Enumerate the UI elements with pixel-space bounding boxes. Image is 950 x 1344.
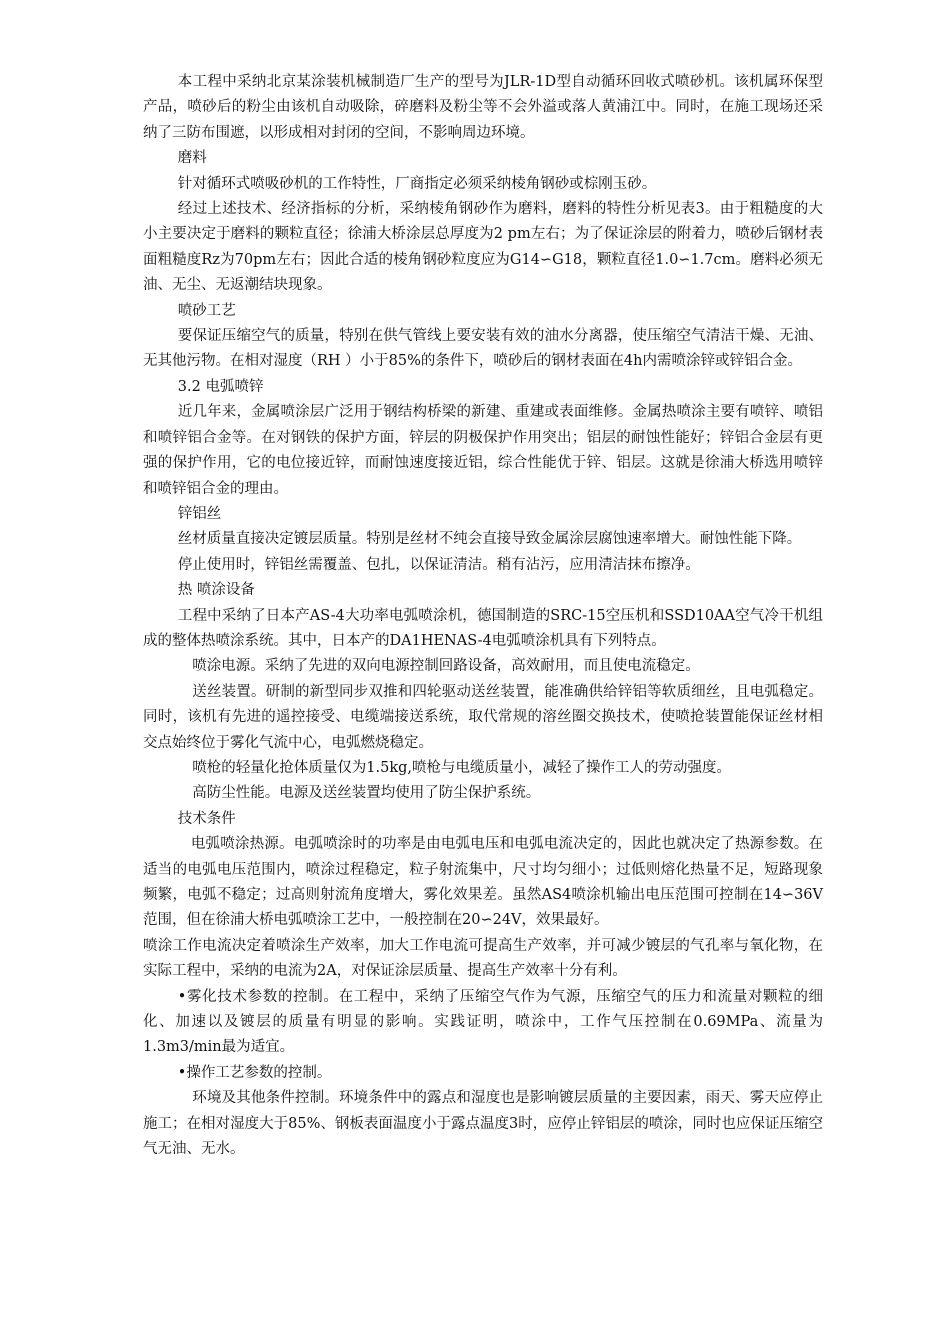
paragraph: 送丝装置。研制的新型同步双推和四轮驱动送丝装置，能准确供给锌铝等软质细丝，且电弧稳定。同时，该机有先进的遥控接受、电缆端接送系统，取代常规的溶丝圈交换技术，使喷抢装置能保证丝材相交点始终位于雾化气流中心，电弧燃烧稳定。	[143, 683, 823, 751]
paragraph: 环境及其他条件控制。环境条件中的露点和湿度也是影响镀层质量的主要因素，雨天、雾天应停止施工；在相对湿度大于85%、钢板表面温度小于露点温度3时，应停止锌铝层的喷涂，同时也应保证压缩空气无油、无水。	[143, 1090, 823, 1158]
paragraph: 要保证压缩空气的质量，特别在供气管线上要安装有效的油水分离器，使压缩空气清洁干燥、无油、无其他污物。在相对湿度（RH ）小于85%的条件下，喷砂后的钢材表面在4h内需喷涂锌或锌铝合金。	[143, 328, 823, 370]
paragraph: 喷枪的轻量化抢体质量仅为1.5kg,喷枪与电缆质量小，减轻了操作工人的劳动强度。	[192, 759, 732, 776]
section-heading: 热 喷涂设备	[177, 582, 255, 599]
bullet-paragraph: •雾化技术参数的控制。在工程中，采纳了压缩空气作为气源，压缩空气的压力和流量对颗粒的细化、加速以及镀层的质量有明显的影响。实践证明，喷涂中，工作气压控制在0.69MPa、流量为1.3m3/min最为适宜。	[143, 988, 823, 1056]
document-body	[143, 70, 823, 1162]
paragraph: 停止使用时，锌铝丝需覆盖、包扎，以保证清洁。稍有沾污，应用清洁抹布擦净。	[177, 556, 700, 573]
paragraph: 经过上述技术、经济指标的分析，采纳棱角钢砂作为磨料，磨料的特性分析见表3。由于粗糙度的大小主要决定于磨料的颗粒直径；徐浦大桥涂层总厚度为2 pm左右；为了保证涂层的附着力，喷砂后钢材表面粗糙度Rz为70pm左右；因此合适的棱角钢砂粒度应为G14∽G18，颗粒直径1.0∽1.7cm。磨料必须无油、无尘、无返潮结块现象。	[143, 201, 823, 294]
paragraph: 喷涂电源。采纳了先进的双向电源控制回路设备，高效耐用，而且使电流稳定。	[192, 658, 700, 675]
paragraph: 针对循环式喷吸砂机的工作特性，厂商指定必须采纳棱角钢砂或棕刚玉砂。	[177, 175, 657, 192]
section-heading: 3.2 电弧喷锌	[177, 378, 264, 395]
paragraph: 喷涂工作电流决定着喷涂生产效率，加大工作电流可提高生产效率，并可减少镀层的气孔率与氧化物，在实际工程中，采纳的电流为2A，对保证涂层质量、提高生产效率十分有利。	[143, 937, 823, 980]
section-heading: 锌铝丝	[177, 505, 222, 522]
section-heading: 磨料	[177, 150, 207, 167]
paragraph: 电弧喷涂热源。电弧喷涂时的功率是由电弧电压和电弧电流决定的，因此也就决定了热源参数。在适当的电弧电压范围内，喷涂过程稳定，粒子射流集中，尺寸均匀细小；过低则熔化热量不足，短路现象频繁，电弧不稳定；过高则射流角度增大，雾化效果差。虽然AS4喷涂机输出电压范围可控制在14∽36V范围，但在徐浦大桥电弧喷涂工艺中，一般控制在20∽24V，效果最好。	[143, 836, 823, 929]
section-heading: 技术条件	[177, 810, 236, 827]
paragraph: 工程中采纳了日本产AS-4大功率电弧喷涂机，德国制造的SRC-15空压机和SSD10AA空气冷干机组成的整体热喷涂系统。其中，日本产的DA1HENAS-4电弧喷涂机具有下列特点。	[143, 607, 823, 649]
bullet-paragraph: •操作工艺参数的控制。	[177, 1064, 332, 1081]
paragraph: 近几年来，金属喷涂层广泛用于钢结构桥梁的新建、重建或表面维修。金属热喷涂主要有喷锌、喷铝和喷锌铝合金等。在对钢铁的保护方面，锌层的阴极保护作用突出；铝层的耐蚀性能好；锌铝合金层有更强的保护作用，它的电位接近锌，而耐蚀速度接近铝，综合性能优于锌、铝层。这就是徐浦大桥选用喷锌和喷锌铝合金的理由。	[143, 404, 823, 497]
paragraph: 丝材质量直接决定镀层质量。特别是丝材不纯会直接导致金属涂层腐蚀速率增大。耐蚀性能下降。	[177, 531, 802, 548]
section-heading: 喷砂工艺	[177, 302, 236, 319]
paragraph: 高防尘性能。电源及送丝装置均使用了防尘保护系统。	[192, 785, 541, 802]
paragraph: 本工程中采纳北京某涂装机械制造厂生产的型号为JLR-1D型自动循环回收式喷砂机。该机属环保型产品，喷砂后的粉尘由该机自动吸除，碎磨料及粉尘等不会外溢或落人黄浦江中。同时，在施工现场还采纳了三防布围遮，以形成相对封闭的空间，不影响周边环境。	[143, 74, 823, 141]
